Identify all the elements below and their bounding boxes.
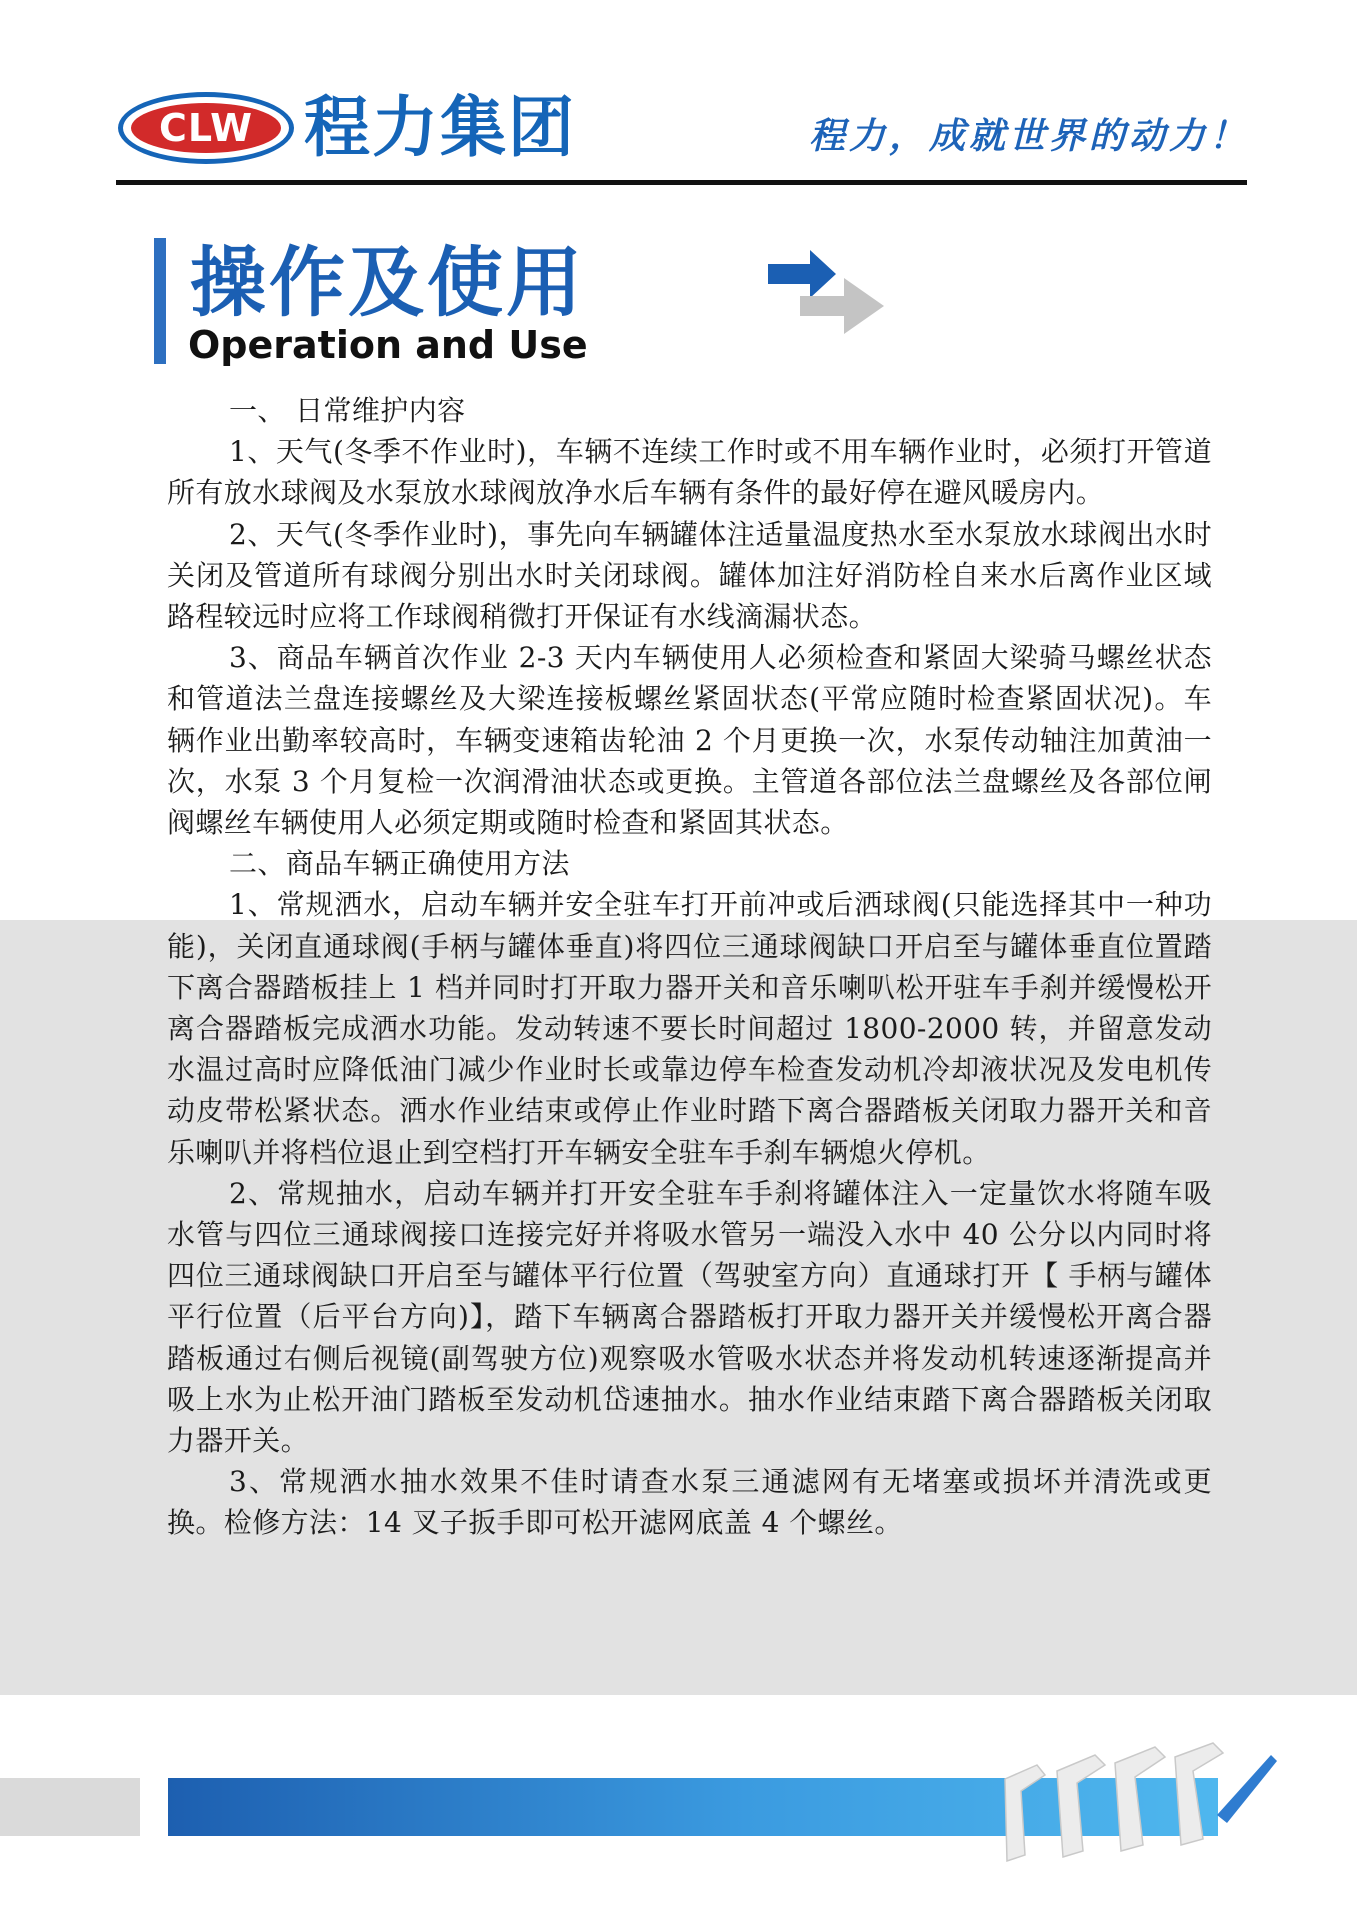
section-heading-usage: 二、商品车辆正确使用方法: [229, 847, 570, 881]
section-title: 操作及使用: [190, 238, 585, 327]
logo-abbreviation: CLW: [158, 106, 254, 150]
header-divider: [116, 180, 1247, 185]
clw-logo: [118, 86, 622, 170]
paragraph: 2、天气(冬季作业时)，事先向车辆罐体注适量温度热水至水泵放水球阀出水时关闭及管道所有球阀分别出水时关闭球阀。罐体加注好消防栓自来水后离作业区域路程较远时应将工作球阀稍微打开保证有水线滴漏状态。: [167, 517, 1212, 634]
paragraph: 1、常规洒水，启动车辆并安全驻车打开前冲或后洒球阀(只能选择其中一种功能)，关闭直通球阀(手柄与罐体垂直)将四位三通球阀缺口开启至与罐体垂直位置踏下离合器踏板挂上 1 档并同时打开取力器开关和音乐喇叭松开驻车手刹并缓慢松开离合器踏板完成洒水功能。发动转速不要长时间超过 1800-2000 转，并留意发动水温过高时应降低油门减少作业时长或靠边停车检查发动机冷却液状况及发电机传动皮带松紧状态。洒水作业结束或停止作业时踏下离合器踏板关闭取力器开关和音乐喇叭并将档位退止到空档打开车辆安全驻车手刹车辆熄火停机。: [167, 888, 1212, 1169]
arrow-right-icon: [764, 244, 886, 336]
paragraph: 3、商品车辆首次作业 2-3 天内车辆使用人必须检查和紧固大梁骑马螺丝状态和管道法兰盘连接螺丝及大梁连接板螺丝紧固状态(平常应随时检查紧固状况)。车辆作业出勤率较高时，车辆变速箱齿轮油 2 个月更换一次，水泵传动轴注加黄油一次，水泵 3 个月复检一次润滑油状态或更换。主管道各部位法兰盘螺丝及各部位闸阀螺丝车辆使用人必须定期或随时检查和紧固其状态。: [167, 641, 1212, 840]
paragraph: 1、天气(冬季不作业时)，车辆不连续工作时或不用车辆作业时，必须打开管道所有放水球阀及水泵放水球阀放净水后车辆有条件的最好停在避风暖房内。: [167, 435, 1212, 510]
logo-emblem: [118, 92, 294, 164]
section-subtitle: Operation and Use: [188, 323, 588, 367]
company-slogan: 程力，成就世界的动力！: [808, 115, 1249, 157]
paragraph: 2、常规抽水，启动车辆并打开安全驻车手刹将罐体注入一定量饮水将随车吸水管与四位三通球阀接口连接完好并将吸水管另一端没入水中 40 公分以内同时将四位三通球阀缺口开启至与罐体平行位置（驾驶室方向）直通球打开【 手柄与罐体平行位置（后平台方向)】，踏下车辆离合器踏板打开取力器开关并缓慢松开离合器踏板通过右侧后视镜(副驾驶方位)观察吸水管吸水状态并将发动机转速逐渐提高并吸上水为止松开油门踏板至发动机岱速抽水。抽水作业结束踏下离合器踏板关闭取力器开关。: [167, 1176, 1212, 1458]
body-text: [167, 390, 1212, 1544]
title-accent-bar: [154, 238, 166, 364]
footer-decoration: [985, 1735, 1285, 1875]
section-heading-maintenance: 一、 日常维护内容: [229, 394, 466, 427]
footer-gray-strip: [0, 1778, 140, 1836]
paragraph: 3、常规洒水抽水效果不佳时请查水泵三通滤网有无堵塞或损坏并清洗或更换。检修方法：14 叉子扳手即可松开滤网底盖 4 个螺丝。: [167, 1465, 1212, 1540]
company-name: 程力集团: [304, 89, 576, 166]
